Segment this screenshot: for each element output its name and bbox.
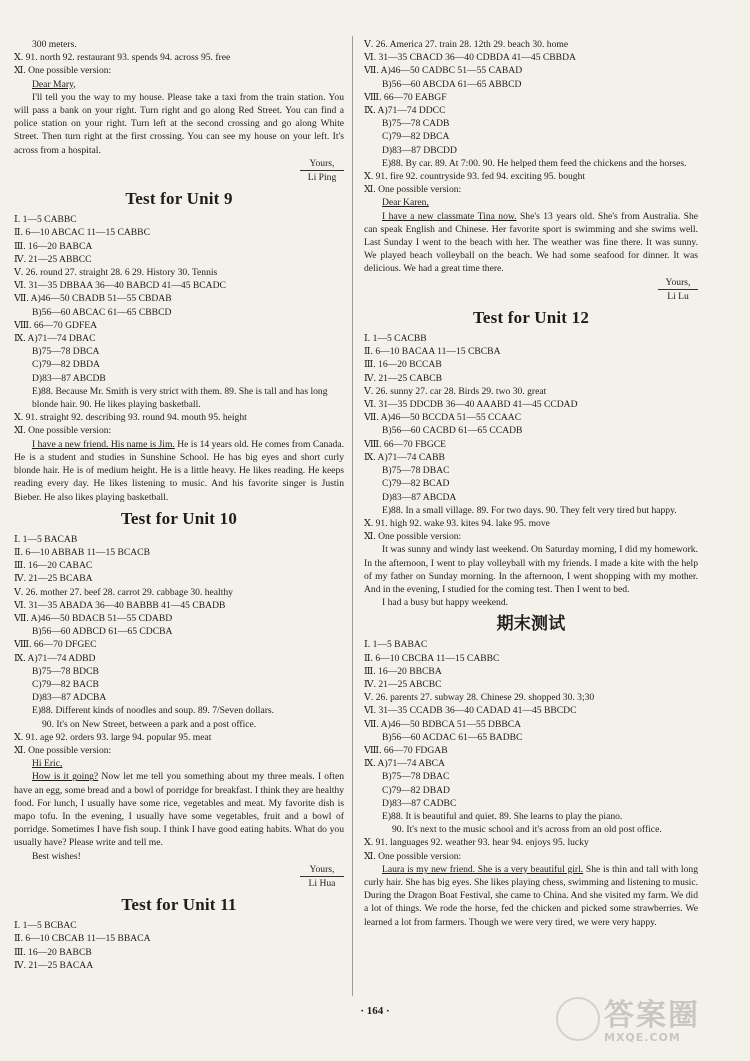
answer-line: C)79—82 BCAD (382, 478, 450, 490)
answer-line: Ⅵ. 31—35 DDCDB 36—40 AAABD 41—45 CCDAD (364, 399, 578, 411)
letter-closing: Yours, (309, 157, 335, 169)
letter-greeting: Dear Karen, (382, 197, 429, 209)
letter-signature: Li Ping (14, 170, 344, 184)
answer-line: B)56—60 ACDAC 61—65 BADBC (382, 731, 523, 743)
answer-line: Ⅹ. 91. languages 92. weather 93. hear 94. enjoys 95. lucky (364, 837, 589, 849)
answer-line: E)88. It is beautiful and quiet. 89. She learns to play the piano. (382, 810, 623, 822)
letter-wishes: Best wishes! (32, 850, 81, 862)
answer-line: Ⅴ. 26. America 27. train 28. 12th 29. beach 30. home (364, 39, 569, 50)
answer-line: D)83—87 ABCDB (32, 372, 106, 384)
answer-line: Ⅱ. 6—10 ABBAB 11—15 BCACB (14, 546, 150, 558)
letter-body: I'll tell you the way to my house. Please take a taxi from the train station. You will pass a bank on your right. Turn right and go along Red Street. You can find a police station on your right. Turn left at the second crossing and go along White Street. Then turn right at the first crossing. You can see my house on your left. It's across from a hospital. (14, 91, 344, 156)
answer-line: Ⅱ. 6—10 CBCAB 11—15 BBACA (14, 933, 151, 945)
answer-line: B)56—60 ADBCD 61—65 CDCBA (32, 626, 173, 638)
answer-line: Ⅲ. 16—20 BBCBA (364, 665, 442, 677)
answer-line: E)88. By car. 89. At 7:00. 90. He helped them feed the chickens and the horses. (382, 157, 687, 169)
column-divider (352, 36, 353, 996)
answer-line: Ⅸ. A)71—74 DBAC (14, 333, 96, 345)
letter-body: I have a new classmate Tina now. She's 13 years old. She's from Australia. She can speak English and Chinese. Her favorite sport is swimming and she swims well. Last Sunday I went to the beach with her. The weather was fine there. It was sunny. We played beach volleyball on the beach. We had some seafood for dinner. It was delicious. We had a great time there. (364, 210, 698, 275)
answer-line: Ⅱ. 6—10 CBCBA 11—15 CABBC (364, 652, 500, 664)
answer-line: E)88. Different kinds of noodles and soup. 89. 7/Seven dollars. (32, 705, 275, 717)
watermark-cn: 答案圈 (604, 998, 700, 1033)
answer-line: B)56—60 ABCAC 61—65 CBBCD (32, 306, 172, 318)
answer-line: Ⅰ. 1—5 BCBAC (14, 920, 77, 932)
section-title-unit9: Test for Unit 9 (125, 189, 233, 209)
answer-line: B)75—78 DBCA (32, 346, 100, 358)
answer-line: Ⅺ. One possible version: (364, 850, 462, 862)
essay-body: I have a new friend. His name is Jim. He is 14 years old. He comes from Canada. He is a student and studies in Sunshine School. He has big eyes and short curly blonde hair. He is of medium height. He is a little heavy. He likes reading. He keeps reading every day. He likes listening to music. And his favorite singer is Justin Bieber. He also likes playing basketball. (14, 438, 344, 503)
answer-line: C)79—82 DBCA (382, 131, 450, 143)
page-number: · 164 · (360, 1005, 390, 1017)
answer-line: Ⅺ. One possible version: (14, 744, 112, 756)
answer-line: E)88. Because Mr. Smith is very strict with them. 89. She is tall and has long blonde hair. 90. He likes playing basketball. (32, 385, 328, 411)
answer-line: Ⅺ. One possible version: (14, 65, 112, 77)
answer-line: Ⅹ. 91. straight 92. describing 93. round 94. mouth 95. height (14, 412, 247, 424)
answer-line: D)83—87 CADBC (382, 797, 457, 809)
answer-line: Ⅵ. 31—35 DBBAA 36—40 BABCD 41—45 BCADC (14, 280, 226, 292)
answer-line: 90. It's next to the music school and it's across from an old post office. (392, 824, 662, 836)
answer-line: C)79—82 DBAD (382, 784, 450, 796)
essay-body: I had a busy but happy weekend. (382, 597, 509, 609)
answer-line: D)83—87 ADCBA (32, 692, 107, 704)
answer-line: Ⅹ. 91. age 92. orders 93. large 94. popular 95. meat (14, 731, 212, 743)
left-column (14, 38, 344, 972)
answer-line: E)88. In a small village. 89. For two days. 90. They felt very tired but happy. (382, 504, 677, 516)
watermark-en: MXQE.COM (604, 1031, 681, 1044)
answer-line: Ⅵ. 31—35 CCADB 36—40 CADAD 41—45 BBCDC (364, 705, 577, 717)
answer-line: Ⅲ. 16—20 BABCA (14, 240, 93, 252)
answer-line: B)75—78 DBAC (382, 771, 450, 783)
answer-line: Ⅱ. 6—10 ABCAC 11—15 CABBC (14, 227, 150, 239)
letter-signature: Li Hua (14, 876, 344, 890)
answer-line: B)75—78 BDCB (32, 665, 99, 677)
answer-line: Ⅷ. 66—70 FDGAB (364, 744, 448, 756)
answer-line: Ⅸ. A)71—74 ABCA (364, 758, 445, 770)
answer-line: Ⅺ. One possible version: (364, 531, 462, 543)
answer-line: Ⅷ. 66—70 DFGEC (14, 639, 97, 651)
section-title-unit12: Test for Unit 12 (472, 308, 590, 328)
answer-line: Ⅴ. 26. parents 27. subway 28. Chinese 29. shopped 30. 3;30 (364, 692, 595, 704)
answer-line: Ⅳ. 21—25 CABCB (364, 372, 443, 384)
answer-line: Ⅱ. 6—10 BACAA 11—15 CBCBA (364, 346, 501, 358)
answer-line: C)79—82 DBDA (32, 359, 100, 371)
answer-line: Ⅹ. 91. high 92. wake 93. kites 94. lake 95. move (364, 517, 550, 529)
answer-line: 90. It's on New Street, between a park and a post office. (42, 718, 257, 730)
right-column (364, 38, 698, 929)
answer-line: C)79—82 BACB (32, 678, 99, 690)
answer-line: Ⅷ. 66—70 FBGCE (364, 438, 447, 450)
letter-signature: Li Lu (364, 289, 698, 303)
section-title-final-test: 期末测试 (496, 614, 566, 635)
answer-line: Ⅰ. 1—5 CABBC (14, 214, 77, 226)
answer-line: Ⅷ. 66—70 GDFEA (14, 319, 98, 331)
answer-line: Ⅶ. A)46—50 BDBCA 51—55 DBBCA (364, 718, 522, 730)
answer-line: 300 meters. (32, 39, 77, 50)
answer-line: Ⅲ. 16—20 BCCAB (364, 359, 442, 371)
answer-line: Ⅳ. 21—25 ABBCC (14, 253, 92, 265)
answer-line: Ⅳ. 21—25 ABCBC (364, 678, 442, 690)
answer-line: Ⅰ. 1—5 BACAB (14, 533, 78, 545)
watermark-stamp-icon (556, 997, 600, 1041)
answer-line: Ⅶ. A)46—50 BCCDA 51—55 CCAAC (364, 412, 522, 424)
section-title-unit10: Test for Unit 10 (120, 508, 238, 528)
answer-line: Ⅸ. A)71—74 DDCC (364, 105, 446, 117)
answer-line: B)56—60 ABCDA 61—65 ABBCD (382, 78, 522, 90)
essay-body: It was sunny and windy last weekend. On Saturday morning, I did my homework. In the afternoon, I went to play volleyball with my friends. I made a kite with the help of my father on Sunday morning. In the afternoon, I went shopping with my mother. And in the evening, I studied for the coming test. Then I went to bed. (364, 544, 698, 595)
answer-line: Ⅵ. 31—35 CBACD 36—40 CDBDA 41—45 CBBDA (364, 52, 576, 64)
letter-greeting: Hi Eric, (32, 758, 63, 770)
watermark-logo (604, 998, 724, 1047)
answer-line: Ⅵ. 31—35 ABADA 36—40 BABBB 41—45 CBADB (14, 599, 226, 611)
letter-greeting: Dear Mary, (32, 78, 76, 90)
section-title-unit11: Test for Unit 11 (121, 895, 237, 915)
answer-line: Ⅶ. A)46—50 CBADB 51—55 CBDAB (14, 293, 172, 305)
answer-line: Ⅲ. 16—20 CABAC (14, 560, 93, 572)
answer-line: Ⅴ. 26. mother 27. beef 28. carrot 29. cabbage 30. healthy (14, 586, 233, 598)
letter-closing: Yours, (309, 863, 335, 875)
answer-line: B)56—60 CACBD 61—65 CCADB (382, 425, 523, 437)
answer-line: B)75—78 CADB (382, 118, 450, 130)
answer-line: Ⅳ. 21—25 BCABA (14, 573, 93, 585)
answer-line: Ⅺ. One possible version: (14, 425, 112, 437)
answer-line: D)83—87 DBCDD (382, 144, 457, 156)
essay-body: Laura is my new friend. She is a very beautiful girl. She is thin and tall with long curly hair. She has big eyes. She likes playing chess, swimming and listening to music. During the Dragon Boat Festival, she came to China. And she visited my farm. We did a lot of things. We rode the horse, fed the chicken and picked some strawberries. We learned a lot from farmers. Though we were very tired, we were very happy. (364, 863, 698, 928)
answer-line: Ⅺ. One possible version: (364, 184, 462, 196)
answer-line: Ⅹ. 91. fire 92. countryside 93. fed 94. exciting 95. bought (364, 171, 586, 183)
answer-line: Ⅸ. A)71—74 CABB (364, 451, 445, 463)
answer-line: B)75—78 DBAC (382, 465, 450, 477)
answer-line: Ⅰ. 1—5 BABAC (364, 639, 428, 651)
answer-line: Ⅹ. 91. north 92. restaurant 93. spends 94. across 95. free (14, 52, 231, 64)
answer-line: Ⅰ. 1—5 CACBB (364, 333, 427, 345)
answer-line: Ⅳ. 21—25 BACAA (14, 959, 94, 971)
letter-body: How is it going? Now let me tell you something about my three meals. I often have an egg, some bread and a bowl of porridge for breakfast. I think they are healthy food. For lunch, I usually have some rice, vegetables and meat. My favorite dish is mapo tofu. In the evening, I usually have some vegetables, fruit and a bowl of porridge. Sometimes I have fish soup. I think I have good eating habits. What do you usually have? Please write and tell me. (14, 771, 344, 849)
letter-closing: Yours, (665, 276, 691, 288)
answer-line: Ⅲ. 16—20 BABCB (14, 946, 92, 958)
answer-line: Ⅴ. 26. sunny 27. car 28. Birds 29. two 30. great (364, 385, 547, 397)
answer-line: Ⅷ. 66—70 EABGF (364, 91, 447, 103)
answer-line: Ⅶ. A)46—50 CADBC 51—55 CABAD (364, 65, 523, 77)
answer-line: Ⅶ. A)46—50 BDACB 51—55 CDABD (14, 612, 173, 624)
answer-line: Ⅸ. A)71—74 ADBD (14, 652, 96, 664)
answer-line: Ⅴ. 26. round 27. straight 28. 6 29. History 30. Tennis (14, 267, 218, 279)
answer-line: D)83—87 ABCDA (382, 491, 457, 503)
